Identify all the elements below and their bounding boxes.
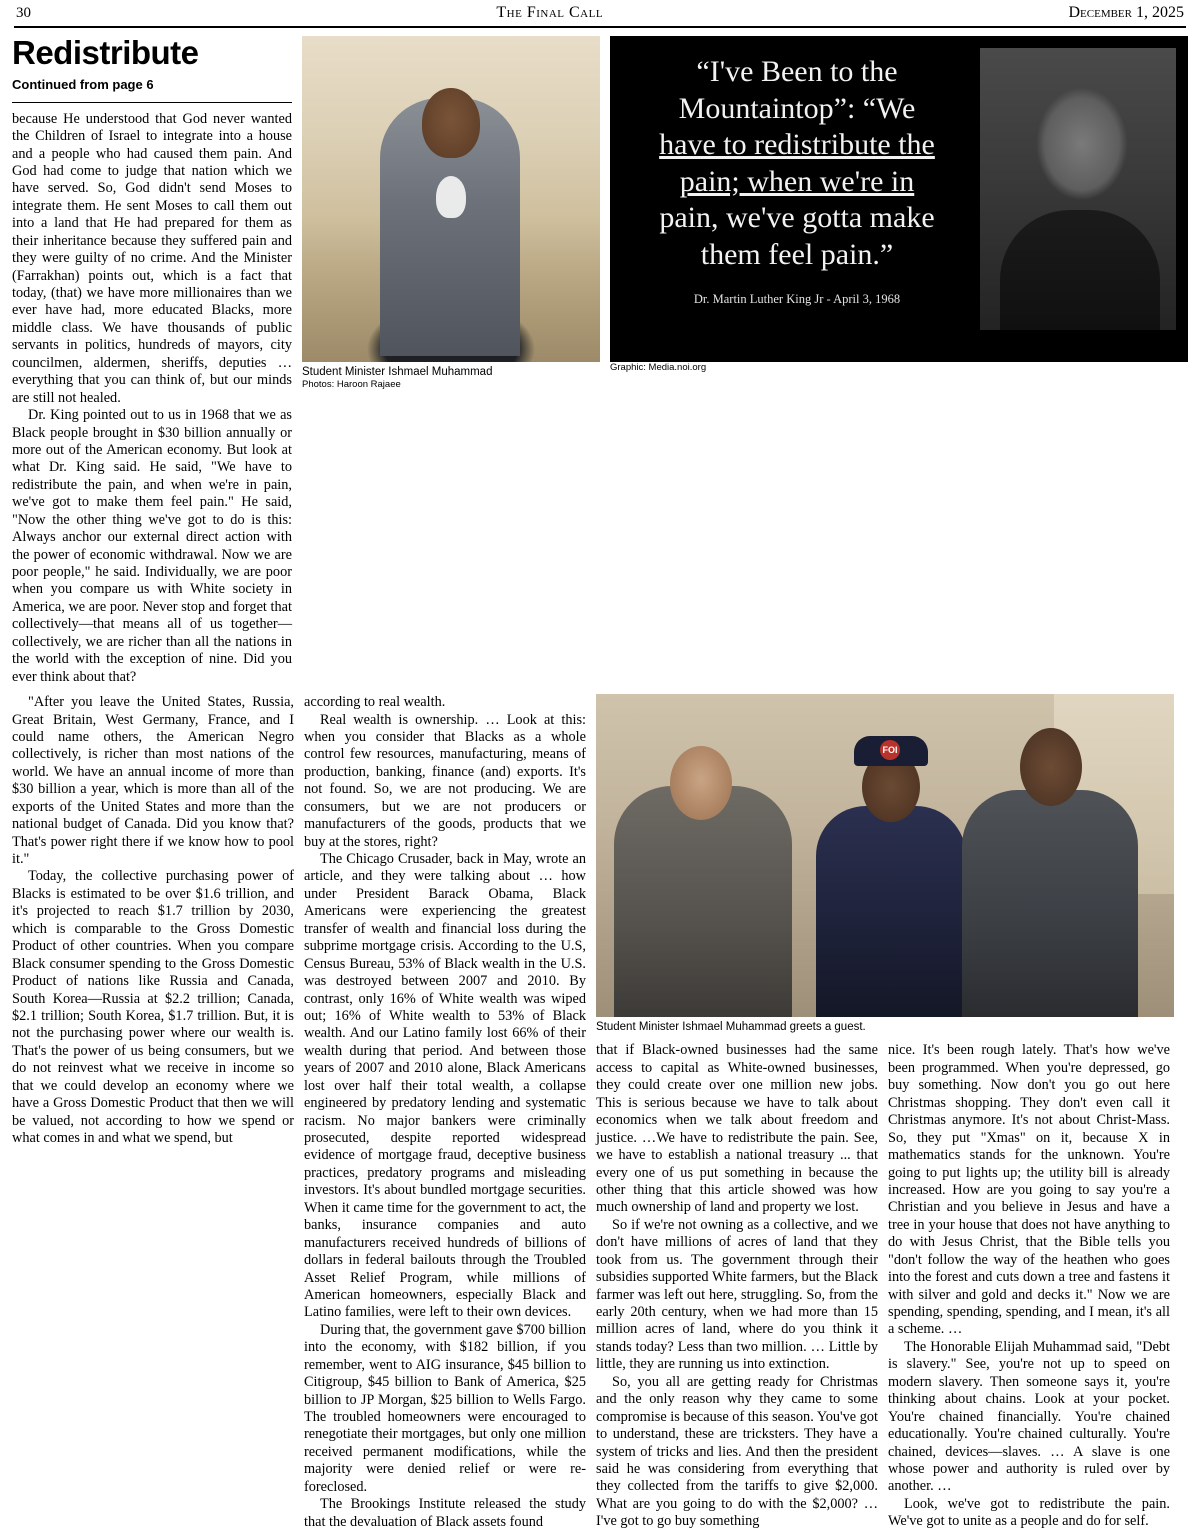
photo-caption: Student Minister Ishmael Muhammad — [302, 366, 493, 378]
bottom-two-columns — [596, 1042, 1174, 1530]
person-guest-head — [1020, 728, 1082, 806]
article-column-2 — [304, 694, 586, 1531]
article-column-3 — [596, 1042, 878, 1530]
foi-emblem-icon: FOI — [880, 740, 900, 760]
paragraph: The Chicago Crusader, back in May, wrote an article, and they were talking about … how under President Barack Obama, Black Americans were experiencing the greatest transfer of wealth and financial loss during the subprime mortgage crisis. According to the U.S, Census Bureau, 53% of Black wealth in the U.S. was destroyed between 2007 and 2010. By contrast, only 16% of White wealth was wiped out; 16% of White wealth to 53% of Black wealth. And our Latino family lost 66% of their wealth during that period. And between those years of 2007 and 2010 alone, Black Americans lost over half their total wealth, a collapse engineered by predatory lending and systematic racism. No major bankers were criminally prosecuted, despite reported widespread evidence of mortgage fraud, deceptive business practices, predatory programs and misleading investors. It's about bundled mortgage securities. When it came time for the government to act, the banks, insurance companies and auto manufacturers received hundreds of billions of dollars in federal bailouts through the Troubled Asset Relief Program, while millions of American homeowners, especially Black and Latino families, were left to their own devices. — [304, 851, 586, 1321]
quote-line: pain; when we're in — [679, 164, 915, 198]
quote-line: “I've Been to the — [696, 55, 898, 88]
podium-photo-block — [302, 36, 600, 391]
article-column-4 — [888, 1042, 1170, 1530]
paragraph: according to real wealth. — [304, 694, 446, 711]
photo-minister-greets-guest — [596, 694, 1174, 1017]
page-number: 30 — [16, 5, 31, 21]
paragraph: So, you all are getting ready for Christmas and the only reason why they came to some compromise is because of this season. You've got to understand, these are tricksters. They have a system of tricks and lies. And then the president said he was considering from everything that they collected from the tariffs to give $2,000. What are you going to do with the $2,000? … I've got to go buy something — [596, 1373, 878, 1530]
paragraph: Dr. King pointed out to us in 1968 that we as Black people brought in $30 billion annually or more out of the American economy. But look at what Dr. King said. He said, "We have to redistribute the pain, and when we're in pain, we've got to make them feel pain." He said, "Now the other thing we've got to do is this: Always anchor our external direct action with the power of economic withdrawal. Now we are poor people," he said. Individually, we are poor when you compare us with White society in America, we are poor. Never stop and forget that collectively—that means all of us together—collectively, we are richer than all the nations in the world with the exception of nine. Did you ever think about that? — [12, 407, 292, 685]
continued-from-label: Continued from page 6 — [12, 76, 154, 92]
quote-line: them feel pain.” — [700, 237, 894, 271]
masthead — [12, 0, 1188, 26]
paragraph: So if we're not owning as a collective, and we don't have millions of acres of land that they took from us. The government through their subsidies supported White farmers, but the Black farmer was left out here, struggling. So, from the early 20th century, when we had more than 15 million acres of land, where do you think it stands today? Less than two million. … Little by little, they are running us into extinction. — [596, 1216, 878, 1373]
person-guest-body — [962, 790, 1138, 1017]
quote-line: Mountaintop”: “We — [678, 91, 916, 125]
photo-caption: Student Minister Ishmael Muhammad greets a guest. — [596, 1021, 866, 1034]
article-column-1-top — [12, 111, 292, 686]
graphic-credit: Graphic: Media.noi.org — [610, 362, 707, 373]
person-minister-body — [614, 786, 792, 1017]
quote-line: have to redistribute the — [659, 128, 935, 162]
headline-column — [12, 36, 292, 686]
middle-section — [12, 694, 1188, 1531]
paragraph: Look, we've got to redistribute the pain. We've got to unite as a people and do for self. — [888, 1495, 1170, 1530]
paragraph: "After you leave the United States, Russia, Great Britain, West Germany, France, and I could name others, the American Negro collectively, is richer than most nations of the world. We have an annual income of more than $30 billion a year, which is more than all of the exports of the United States and more than the national budget of Canada. Did you know that? That's power right there if we know how to pool it." — [12, 694, 294, 868]
paragraph: Real wealth is ownership. … Look at this: when you consider that Blacks as a whole control few resources, manufacturing, means of production, banking, finance (and) exports. It's not found. So, we are not producing. We are consumers, but we are not producers or manufacturers of the goods, products that we buy at the stores, right? — [304, 711, 586, 850]
paper-name: The Final Call — [496, 4, 604, 21]
portrait-mlk — [980, 48, 1176, 330]
quote-graphic-block — [610, 36, 1188, 373]
right-stack — [596, 694, 1174, 1531]
column-rule — [12, 102, 292, 103]
photo-credit: Photos: Haroon Rajaee — [302, 379, 401, 391]
paragraph: Today, the collective purchasing power of Blacks is estimated to be over $1.6 trillion, and it's projected to reach $1.7 trillion by 2030, which is comparable to the Gross Domestic Product of other countries. When you compare Black consumer spending to the Gross Domestic Product of nations like Russia and Canada, South Korea—Russia at $2.2 trillion; Canada, $2.1 trillion; South Korea, $1.7 trillion. But, it is not the purchasing power where our wealth is. That's the power of us being consumers, but we do not reinvest what we receive in income so that we could develop an economy where we have a Gross Domestic Product that then we will be valued, not according to how we spend or what comes in and what we spend, but — [12, 868, 294, 1147]
top-section — [12, 36, 1188, 686]
photo-student-minister-podium — [302, 36, 600, 362]
quote-line: pain, we've gotta make — [659, 201, 935, 235]
person-foi-body — [816, 806, 966, 1017]
paragraph: that if Black-owned businesses had the same access to capital as White-owned businesses, they could create over one million new jobs. This is serious because we have to talk about economics when we talk about freedom and justice. …We have to redistribute the pain. See, we have to establish a national treasury ... that every one of us put something in because the other thing that this article showed was how much ownership of land and property we lost. — [596, 1042, 878, 1216]
quote-attribution: Dr. Martin Luther King Jr - April 3, 1968 — [693, 291, 901, 306]
paragraph: because He understood that God never wanted the Children of Israel to integrate into a house and a people who had caused them pain. And God had come to judge that nation which we have served. So, God didn't send Moses to integrate them. He sent Moses to call them out into a land that He had prepared for them as their inheritance because they suffered pain and they were guilty of no crime. And the Minister (Farrakhan) points out, which is a fact that today, (that) we have more millionaires than we ever have had, more educated Blacks, more middle class. We have thousands of public servants in politics, hundreds of mayors, city councilmen, aldermen, sheriffs, deputies … everything that you can think of, but our minds are still not healed. — [12, 110, 292, 406]
paragraph: The Brookings Institute released the study that the devaluation of Black assets found — [304, 1496, 586, 1530]
article-column-1-bottom — [12, 694, 294, 1531]
page-title: Redistribute — [12, 34, 199, 71]
paragraph: nice. It's been rough lately. That's how we've been programmed. When you're depressed, go buy something. Now don't you go out here Christmas shopping. They don't even call it Christmas anymore. It's not about Christ-Mass. So, they put "Xmas" on it, because X in mathematics stands for the unknown. You're going to put lights up; the utility bill is already increased. How are you going to say you're a Christian and you believe in Jesus and have a tree in your house that does not have anything to do with Jesus Christ, that the Bible tells you "don't follow the way of the heathen who goes into the forest and cuts down a tree and fastens it with silver and gold and decks it." Now we are spending, spending, spending, and I mean, it's all a scheme. … — [888, 1042, 1170, 1338]
issue-date: December 1, 2025 — [1068, 4, 1184, 21]
paragraph: During that, the government gave $700 billion into the economy, with $182 billion, if you remember, went to AIG insurance, $45 billion to Citigroup, $45 billion to Bank of America, $25 billion to JP Morgan, $25 billion to Wells Fargo. The troubled homeowners were encouraged to renegotiate their mortgages, but only one million received permanent modifications, while the majority were denied relief or were re-foreclosed. — [304, 1321, 586, 1495]
person-minister-head — [670, 746, 732, 820]
paragraph: The Honorable Elijah Muhammad said, "Debt is slavery." See, you're not up to speed on modern slavery. Then someone says it, you're thinking about chains. Look at your pocket. You're chained financially. You're chained educationally. You're chained culturally. You're chained, devices—slaves. … A slave is one whose power and authority is ruled over by another. … — [888, 1338, 1170, 1495]
quote-text — [610, 36, 980, 362]
graphic-mlk-quote — [610, 36, 1188, 362]
masthead-rule — [14, 26, 1186, 28]
